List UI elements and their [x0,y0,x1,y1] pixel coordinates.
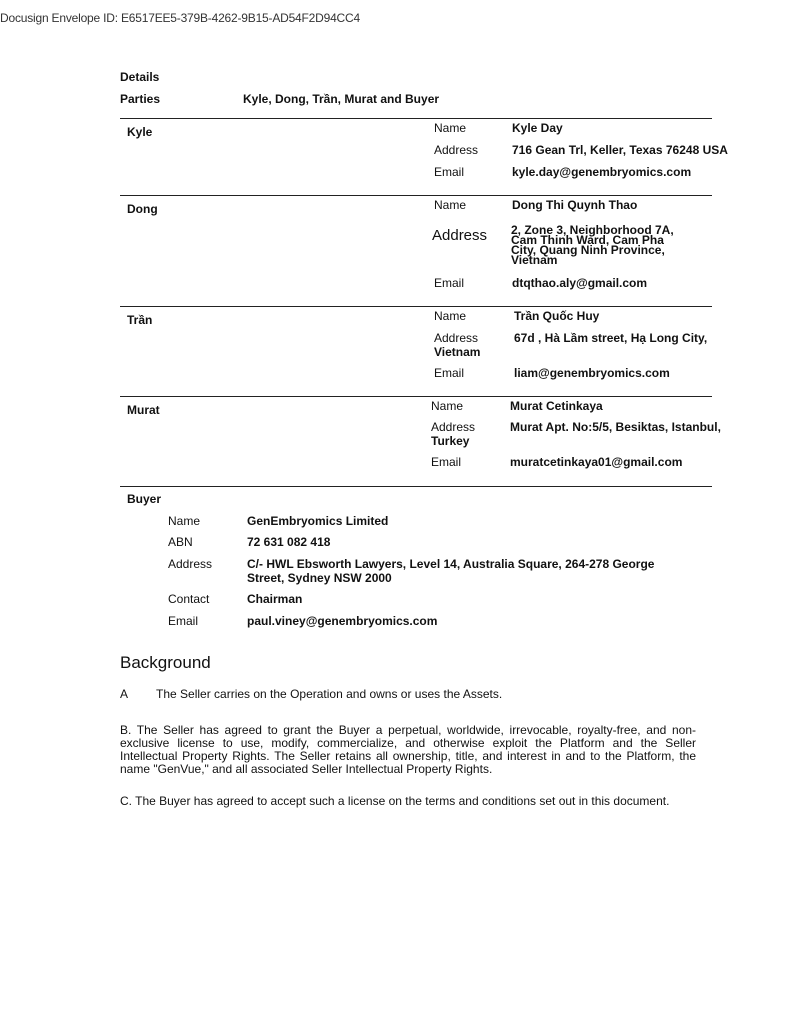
label-name: Name [431,399,464,413]
label-contact: Contact [168,592,210,606]
background-a-text: The Seller carries on the Operation and owns or uses the Assets. [156,687,503,701]
label-email: Email [434,276,465,290]
buyer-name: GenEmbryomics Limited [247,514,389,528]
envelope-id: Docusign Envelope ID: E6517EE5-379B-4262-9B15-AD54F2D94CC4 [0,11,360,25]
parties-label: Parties [120,92,161,106]
label-name: Name [434,121,467,135]
buyer-address-line2: Street, Sydney NSW 2000 [247,571,392,585]
tran-address-country: Vietnam [434,345,481,359]
dong-address [511,225,674,265]
background-c-text: C. The Buyer has agreed to accept such a license on the terms and conditions set out in this document. [120,794,670,808]
label-name: Name [434,198,467,212]
murat-email: muratcetinkaya01@gmail.com [510,455,683,469]
tran-address: 67d , Hà Lầm street, Hạ Long City, [514,331,708,345]
buyer-contact: Chairman [247,592,303,606]
party-heading-dong: Dong [127,202,158,216]
murat-address: Murat Apt. No:5/5, Besiktas, Istanbul, [510,420,721,434]
buyer-email: paul.viney@genembryomics.com [247,614,438,628]
divider [120,306,712,307]
label-address: Address [432,227,488,244]
kyle-address: 716 Gean Trl, Keller, Texas 76248 USA [512,143,728,157]
buyer-heading: Buyer [127,492,162,506]
label-email: Email [431,455,462,469]
divider [120,396,712,397]
label-email: Email [434,366,465,380]
kyle-email: kyle.day@genembryomics.com [512,165,692,179]
dong-address-line: City, Quang Ninh Province, [511,243,665,257]
party-heading-kyle: Kyle [127,125,153,139]
party-heading-tran: Trần [127,313,153,327]
dong-email: dtqthao.aly@gmail.com [512,276,648,290]
dong-name: Dong Thi Quynh Thao [512,198,638,212]
details-title: Details [120,70,160,84]
buyer-abn: 72 631 082 418 [247,535,331,549]
dong-address-line: 2, Zone 3, Neighborhood 7A, [511,223,674,237]
dong-address-line: Vietnam [511,253,558,267]
divider [120,195,712,196]
label-name: Name [434,309,467,323]
label-email: Email [434,165,465,179]
background-b-text: B. The Seller has agreed to grant the Buyer a perpetual, worldwide, irrevocable, royalty-free, and non-exclusive license to use, modify, commercialize, and otherwise exploit the Platform and the Seller Intellectual Property Rights. The Seller retains all ownership, title, and interest in and to the Platform, the name "GenVue," and all associated Seller Intellectual Property Rights. [120,723,696,776]
parties-value: Kyle, Dong, Trần, Murat and Buyer [243,92,440,106]
party-heading-murat: Murat [127,403,160,417]
label-email: Email [168,614,199,628]
buyer-address-line1: C/- HWL Ebsworth Lawyers, Level 14, Australia Square, 264-278 George [247,557,655,571]
divider [120,118,712,119]
background-heading: Background [120,653,211,672]
label-name: Name [168,514,201,528]
label-address: Address [434,331,479,345]
label-abn: ABN [168,535,193,549]
tran-email: liam@genembryomics.com [514,366,670,380]
label-address: Address [431,420,476,434]
kyle-name: Kyle Day [512,121,563,135]
murat-name: Murat Cetinkaya [510,399,603,413]
divider [120,486,712,487]
background-a-label: A [120,687,129,701]
dong-address-line: Cam Thinh Ward, Cam Pha [511,233,664,247]
murat-address-country: Turkey [431,434,470,448]
label-address: Address [434,143,479,157]
label-address: Address [168,557,213,571]
tran-name: Trần Quốc Huy [514,309,600,323]
